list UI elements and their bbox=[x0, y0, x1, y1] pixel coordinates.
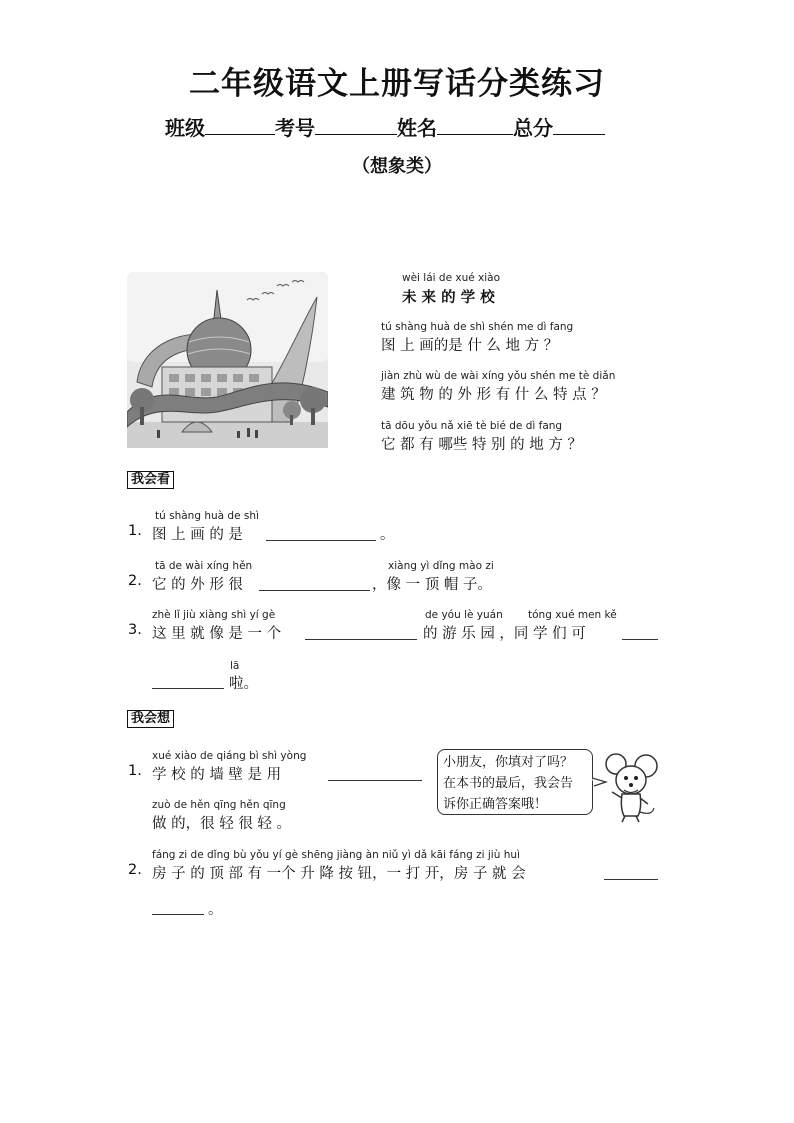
think-1-text-b: 做 的，很 轻 很 轻 。 bbox=[152, 816, 292, 832]
exam-no-blank[interactable] bbox=[315, 116, 397, 135]
speech-line-3: 诉你正确答案哦！ bbox=[443, 797, 548, 812]
mouse-icon bbox=[592, 752, 662, 824]
question-3-text: 它 都 有 哪些 特 别 的 地 方 ？ bbox=[381, 437, 582, 453]
school-illustration bbox=[127, 272, 328, 448]
look-3-answer-blank-2a[interactable] bbox=[622, 639, 658, 640]
picture-heading: 未 来 的 学 校 bbox=[402, 290, 495, 306]
look-3-text-d: 啦。 bbox=[229, 676, 258, 692]
look-2-pinyin-a: tā de wài xíng hěn bbox=[155, 560, 253, 572]
look-2-answer-blank[interactable] bbox=[259, 590, 370, 591]
mouse-mascot bbox=[592, 752, 662, 824]
look-3-text-a: 这 里 就 像 是 一 个 bbox=[152, 626, 282, 642]
think-2-text: 房 子 的 顶 部 有 一个 升 降 按 钮，一 打 开，房 子 就 会 bbox=[152, 866, 526, 882]
speech-line-2: 在本书的最后，我会告 bbox=[443, 776, 574, 791]
look-3-answer-blank-2b[interactable] bbox=[152, 688, 224, 689]
think-2-number: 2. bbox=[128, 862, 142, 878]
think-1-pinyin-b: zuò de hěn qīng hěn qīng bbox=[152, 799, 286, 811]
look-3-pinyin-c: tóng xué men kě bbox=[528, 609, 617, 621]
think-2-answer-blank-2[interactable] bbox=[152, 914, 204, 915]
think-2-end: 。 bbox=[208, 902, 223, 918]
question-2-pinyin: jiàn zhù wù de wài xíng yǒu shén me tè diǎn bbox=[381, 370, 616, 382]
look-1-text: 图 上 画 的 是 bbox=[152, 527, 243, 543]
think-2-answer-blank-1[interactable] bbox=[604, 879, 658, 880]
exam-no-label: 考号 bbox=[275, 116, 315, 140]
student-info-line bbox=[165, 112, 605, 141]
look-1-number: 1. bbox=[128, 523, 142, 539]
think-1-pinyin-a: xué xiào de qiáng bì shì yòng bbox=[152, 750, 307, 762]
look-1-end: 。 bbox=[380, 527, 395, 543]
class-label: 班级 bbox=[165, 116, 205, 140]
look-3-pinyin-a: zhè lǐ jiù xiàng shì yí gè bbox=[152, 609, 276, 621]
name-label: 姓名 bbox=[397, 116, 437, 140]
look-2-text-a: 它 的 外 形 很 bbox=[152, 577, 243, 593]
question-1-pinyin: tú shàng huà de shì shén me dì fang bbox=[381, 321, 574, 333]
speech-bubble bbox=[437, 749, 593, 815]
category-label: （想象类） bbox=[352, 156, 442, 177]
future-school-image bbox=[127, 272, 328, 448]
look-3-pinyin-b: de yóu lè yuán bbox=[425, 609, 503, 621]
question-2-text: 建 筑 物 的 外 形 有 什 么 特 点 ？ bbox=[381, 387, 606, 403]
think-1-answer-blank[interactable] bbox=[328, 780, 422, 781]
question-1-text: 图 上 画的是 什 么 地 方 ？ bbox=[381, 338, 559, 354]
look-3-pinyin-d: lā bbox=[230, 660, 240, 672]
heading-pinyin: wèi lái de xué xiào bbox=[402, 272, 501, 284]
think-1-text-a: 学 校 的 墙 壁 是 用 bbox=[152, 767, 282, 783]
score-blank[interactable] bbox=[553, 116, 605, 135]
section-think-label: 我会想 bbox=[127, 710, 174, 728]
class-blank[interactable] bbox=[205, 116, 275, 135]
name-blank[interactable] bbox=[437, 116, 513, 135]
score-label: 总分 bbox=[513, 116, 553, 140]
page-title: 二年级语文上册写话分类练习 bbox=[189, 66, 605, 102]
think-1-number: 1. bbox=[128, 763, 142, 779]
look-3-answer-blank-1[interactable] bbox=[305, 639, 417, 640]
look-1-pinyin: tú shàng huà de shì bbox=[155, 510, 259, 522]
speech-line-1: 小朋友，你填对了吗？ bbox=[443, 755, 574, 770]
question-3-pinyin: tā dōu yǒu nǎ xiē tè bié de dì fang bbox=[381, 420, 563, 432]
look-2-text-b: ，像 一 顶 帽 子。 bbox=[372, 577, 492, 593]
look-3-text-b: 的 游 乐 园 ，同 学 们 可 bbox=[423, 626, 586, 642]
look-3-number: 3. bbox=[128, 622, 142, 638]
think-2-pinyin: fáng zi de dǐng bù yǒu yí gè shēng jiàng àn niǔ yì dǎ kāi fáng zi jiù huì bbox=[152, 849, 520, 861]
look-2-number: 2. bbox=[128, 573, 142, 589]
section-look-label: 我会看 bbox=[127, 471, 174, 489]
look-2-pinyin-b: xiàng yì dǐng mào zi bbox=[388, 560, 494, 572]
look-1-answer-blank[interactable] bbox=[266, 540, 376, 541]
